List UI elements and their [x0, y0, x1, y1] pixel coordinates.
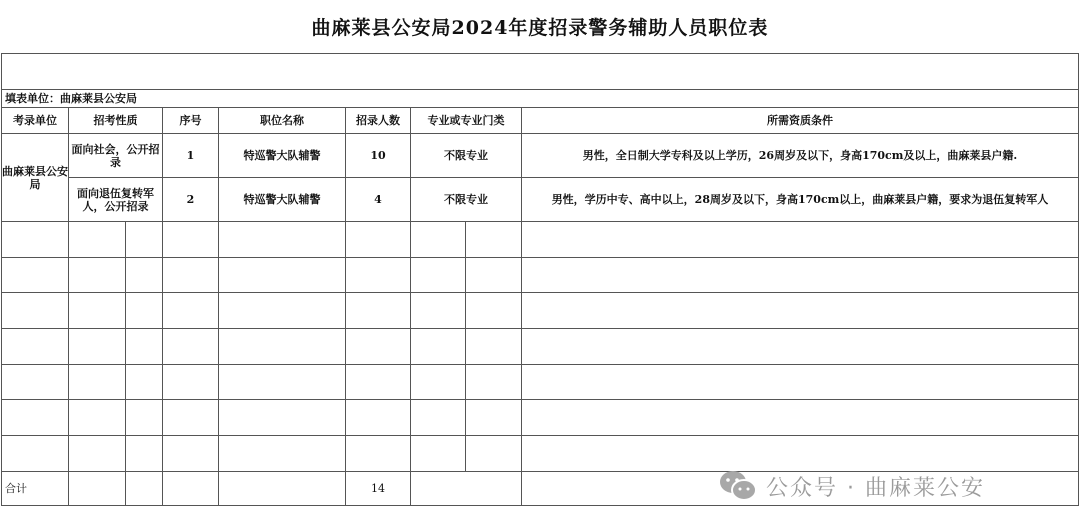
total-count: 14	[346, 472, 411, 506]
blank-header-row	[2, 54, 1079, 90]
row-count: 10	[346, 134, 411, 178]
header-position: 职位名称	[219, 108, 346, 134]
header-nature: 招考性质	[69, 108, 163, 134]
empty-row	[2, 329, 1079, 365]
row-position: 特巡警大队辅警	[219, 134, 346, 178]
wechat-icon	[718, 469, 758, 503]
header-row	[2, 108, 1079, 134]
row-major: 不限专业	[411, 178, 522, 222]
row-index: 1	[163, 134, 219, 178]
row-major: 不限专业	[411, 134, 522, 178]
fill-unit-label: 填表单位：曲麻莱县公安局	[2, 90, 1079, 108]
header-major: 专业或专业门类	[411, 108, 522, 134]
empty-row	[2, 365, 1079, 400]
row-requirements: 男性，学历中专、高中以上，28周岁及以下，身高170cm以上，曲麻莱县户籍，要求为退伍复转军人	[522, 178, 1079, 222]
table-row	[2, 134, 1079, 178]
row-nature: 面向社会，公开招录	[69, 134, 163, 178]
table-row	[2, 178, 1079, 222]
header-unit: 考录单位	[2, 108, 69, 134]
row-requirements: 男性，全日制大学专科及以上学历，26周岁及以下，身高170cm及以上，曲麻莱县户籍.	[522, 134, 1079, 178]
row-nature: 面向退伍复转军人，公开招录	[69, 178, 163, 222]
row-index: 2	[163, 178, 219, 222]
header-index: 序号	[163, 108, 219, 134]
watermark	[718, 467, 1058, 505]
total-label: 合计	[2, 472, 69, 506]
recruitment-table	[1, 53, 1079, 506]
row-count: 4	[346, 178, 411, 222]
row-position: 特巡警大队辅警	[219, 178, 346, 222]
empty-row	[2, 258, 1079, 293]
empty-row	[2, 222, 1079, 258]
header-count: 招录人数	[346, 108, 411, 134]
empty-row	[2, 400, 1079, 436]
watermark-text: 公众号 · 曲麻莱公安	[766, 475, 985, 501]
page-title: 曲麻莱县公安局2024年度招录警务辅助人员职位表	[311, 17, 769, 39]
empty-row	[2, 293, 1079, 329]
row-unit: 曲麻莱县公安局	[2, 134, 69, 222]
header-requirements: 所需资质条件	[522, 108, 1079, 134]
